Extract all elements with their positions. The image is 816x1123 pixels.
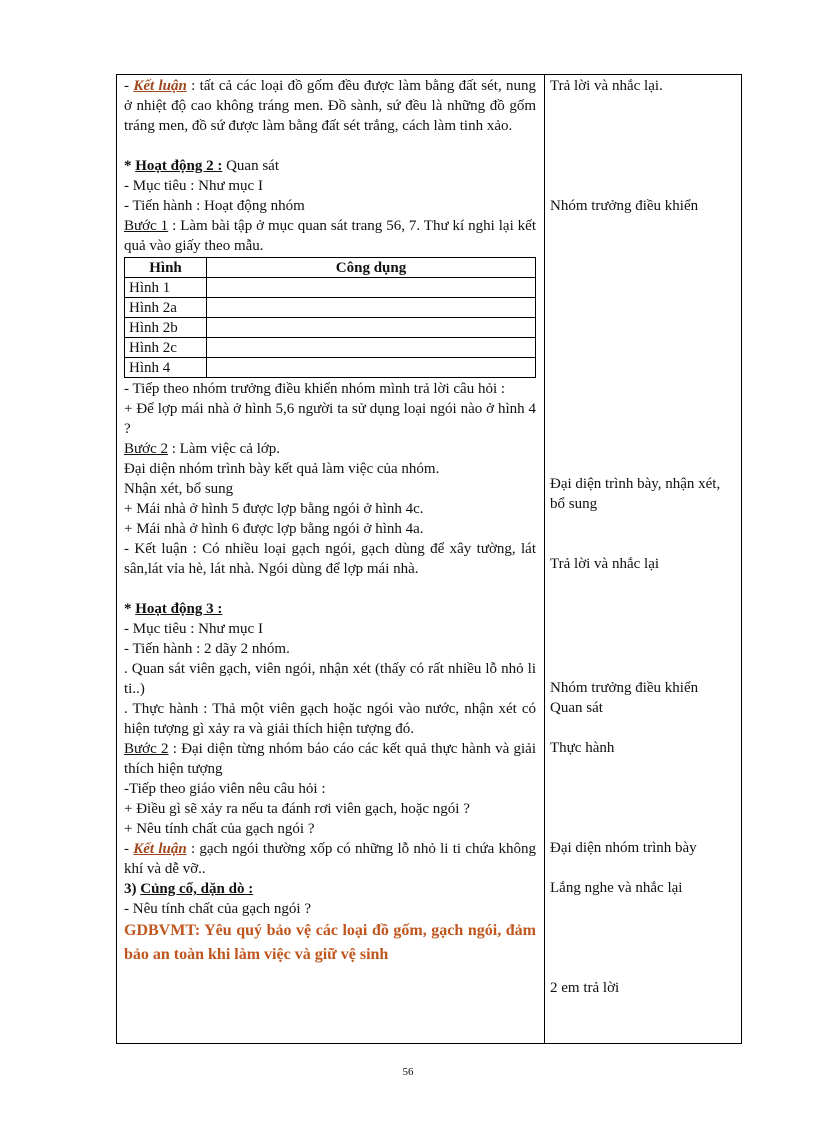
right-item: Quan sát (550, 700, 603, 716)
right-item: Đại diện nhóm trình bày (550, 840, 697, 856)
cung-co-heading: 3) Củng cố, dặn dò : (124, 881, 254, 897)
neu-tinh-chat: + Nêu tính chất của gạch ngói ? (124, 821, 315, 837)
right-item: Đại diện trình bày, nhận xét, bổ sung (550, 476, 721, 512)
table-header-row (125, 258, 536, 278)
page-number: 56 (402, 1066, 414, 1078)
hd2-muc-tieu: - Mục tiêu : Như mục I (124, 178, 263, 194)
observation-table (124, 257, 536, 378)
buoc-2b: Bước 2 : Đại diện từng nhóm báo cáo các kết quả thực hành và giải thích hiện tượng (124, 741, 536, 777)
table-row: Hình 2b (125, 318, 536, 338)
hd3-tien-hanh: - Tiến hành : 2 dãy 2 nhóm. (124, 641, 290, 657)
ket-luan-1: - Kết luận : tất cả các loại đồ gốm đều được làm bằng đất sét, nung ở nhiệt độ cao không tráng men. Đồ sành, sứ đều là những đồ gốm tráng men, đồ sứ được làm bằng đất sét trắng, cách làm tinh xảo. (124, 78, 537, 134)
table-header-hinh: Hình (125, 258, 207, 278)
mai-nha-5: + Mái nhà ở hình 5 được lợp bằng ngói ở hình 4c. (124, 501, 424, 517)
right-item: Lắng nghe và nhắc lại (550, 880, 683, 896)
nhan-xet: Nhận xét, bổ sung (124, 481, 234, 497)
ket-luan-label: Kết luận (133, 78, 187, 94)
column-divider (544, 74, 545, 1044)
teacher-activities-column (124, 76, 536, 967)
table-row: Hình 1 (125, 278, 536, 298)
right-item: Nhóm trưởng điều khiển (550, 198, 699, 214)
cau-hoi-1: + Để lợp mái nhà ở hình 5,6 người ta sử dụng loại ngói nào ở hình 4 ? (124, 401, 536, 437)
right-item: Trả lời và nhắc lại. (550, 78, 663, 94)
hoat-dong-3-heading: * Hoạt động 3 : (124, 601, 223, 617)
neu-tinh-chat-2: - Nêu tính chất của gạch ngói ? (124, 901, 312, 917)
hd3-muc-tieu: - Mục tiêu : Như mục I (124, 621, 263, 637)
right-item: Nhóm trưởng điều khiển (550, 680, 699, 696)
ket-luan-label: Kết luận (133, 841, 187, 857)
hd2-tien-hanh: - Tiến hành : Hoạt động nhóm (124, 198, 305, 214)
table-row: Hình 2c (125, 338, 536, 358)
buoc-2: Bước 2 : Làm việc cả lớp. (124, 441, 281, 457)
dai-dien: Đại diện nhóm trình bày kết quả làm việc của nhóm. (124, 461, 440, 477)
thuc-hanh: . Thực hành : Thả một viên gạch hoặc ngói vào nước, nhận xét có hiện tượng gì xảy ra và giải thích hiện tượng đó. (124, 701, 536, 737)
table-row: Hình 2a (125, 298, 536, 318)
ket-luan-3: - Kết luận : gạch ngói thường xốp có những lỗ nhỏ li ti chứa không khí và dễ vỡ.. (124, 841, 537, 877)
table-row: Hình 4 (125, 358, 536, 378)
gdbvmt-note: GDBVMT: Yêu quý bảo vệ các loại đồ gốm, gạch ngói, đảm bảo an toàn khi làm việc và giữ vệ sinh (124, 922, 536, 963)
tiep-theo: - Tiếp theo nhóm trưởng điều khiển nhóm mình trả lời câu hỏi : (124, 381, 506, 397)
ket-luan-2: - Kết luận : Có nhiều loại gạch ngói, gạch dùng để xây tường, lát sân,lát vỉa hè, lát nhà. Ngói dùng để lợp mái nhà. (124, 541, 536, 577)
tiep-theo-gv: -Tiếp theo giáo viên nêu câu hỏi : (124, 781, 326, 797)
quan-sat: . Quan sát viên gạch, viên ngói, nhận xét (thấy có rất nhiều lỗ nhỏ li ti..) (124, 661, 536, 697)
right-item: Trả lời và nhắc lại (550, 556, 660, 572)
right-item: 2 em trả lời (550, 980, 620, 996)
dieu-gi: + Điều gì sẽ xảy ra nếu ta đánh rơi viên gạch, hoặc ngói ? (124, 801, 470, 817)
mai-nha-6: + Mái nhà ở hình 6 được lợp bằng ngói ở hình 4a. (124, 521, 424, 537)
buoc-1: Bước 1 : Làm bài tập ở mục quan sát trang 56, 7. Thư kí nghi lại kết quả vào giấy theo mẫu. (124, 218, 536, 254)
hoat-dong-2-heading: * Hoạt động 2 : Quan sát (124, 158, 279, 174)
table-header-cong-dung: Công dụng (207, 258, 536, 278)
right-item: Thực hành (550, 740, 615, 756)
